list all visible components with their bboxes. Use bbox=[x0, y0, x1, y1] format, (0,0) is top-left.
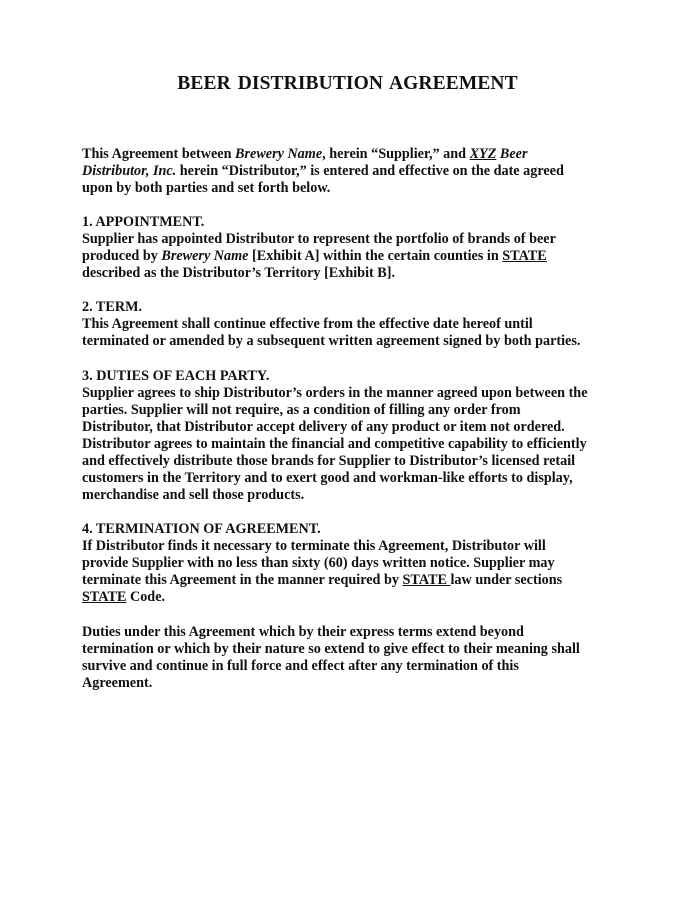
text-line bbox=[82, 163, 564, 180]
text: Distributor, Inc. bbox=[82, 163, 177, 179]
brewery-name-placeholder: Brewery Name bbox=[161, 248, 249, 264]
text: Code. bbox=[126, 589, 166, 605]
text-line: provide Supplier with no less than sixty (60) days written notice. Supplier may bbox=[82, 555, 555, 571]
text-line: merchandise and sell those products. bbox=[82, 487, 305, 503]
text-line: This Agreement shall continue effective from the effective date hereof until bbox=[82, 316, 533, 332]
text-line: Supplier has appointed Distributor to represent the portfolio of brands of beer bbox=[82, 231, 556, 247]
text-line: termination or which by their nature so extend to give effect to their meaning shall bbox=[82, 641, 580, 657]
text-line: upon by both parties and set forth below. bbox=[82, 180, 331, 196]
section-heading: 1. APPOINTMENT. bbox=[82, 214, 205, 230]
text-line: If Distributor finds it necessary to terminate this Agreement, Distributor will bbox=[82, 538, 546, 554]
text-line bbox=[82, 589, 165, 606]
state-placeholder: STATE bbox=[402, 572, 451, 588]
text: law under sections bbox=[450, 572, 563, 588]
brewery-name-placeholder: Brewery Name bbox=[235, 146, 323, 162]
document-title: BEER DISTRIBUTION AGREEMENT bbox=[177, 73, 518, 94]
text: This Agreement between bbox=[82, 146, 236, 162]
text-line: described as the Distributor’s Territory [Exhibit B]. bbox=[82, 265, 396, 281]
text: Beer bbox=[496, 146, 528, 162]
text: produced by bbox=[82, 248, 162, 264]
text-line: Distributor, that Distributor accept delivery of any product or item not ordered. bbox=[82, 419, 565, 435]
text: terminate this Agreement in the manner required by bbox=[82, 572, 403, 588]
text-line: terminated or amended by a subsequent written agreement signed by both parties. bbox=[82, 333, 581, 349]
text: , herein “Supplier,” and bbox=[322, 146, 470, 162]
distributor-name-placeholder: XYZ bbox=[469, 146, 497, 162]
text-line: Distributor agrees to maintain the financial and competitive capability to efficiently bbox=[82, 436, 587, 452]
text-line bbox=[82, 146, 528, 163]
text-line: and effectively distribute those brands for Supplier to Distributor’s licensed retail bbox=[82, 453, 576, 469]
text: [Exhibit A] within the certain counties in bbox=[248, 248, 503, 264]
text: herein “Distributor,” is entered and effective on the date agreed bbox=[176, 163, 564, 179]
section-heading: 3. DUTIES OF EACH PARTY. bbox=[82, 368, 270, 384]
text-line: parties. Supplier will not require, as a condition of filling any order from bbox=[82, 402, 521, 418]
section-heading: 2. TERM. bbox=[82, 299, 143, 315]
text-line bbox=[82, 248, 547, 265]
text-line: customers in the Territory and to exert good and workman-like efforts to display, bbox=[82, 470, 573, 486]
state-placeholder: STATE bbox=[82, 589, 127, 605]
section-heading: 4. TERMINATION OF AGREEMENT. bbox=[82, 521, 321, 537]
text-line: survive and continue in full force and effect after any termination of this bbox=[82, 658, 519, 674]
text-line bbox=[82, 572, 562, 589]
text-line: Agreement. bbox=[82, 675, 153, 691]
text-line: Duties under this Agreement which by their express terms extend beyond bbox=[82, 624, 524, 640]
text-line: Supplier agrees to ship Distributor’s orders in the manner agreed upon between the bbox=[82, 385, 588, 401]
state-placeholder: STATE bbox=[502, 248, 547, 264]
